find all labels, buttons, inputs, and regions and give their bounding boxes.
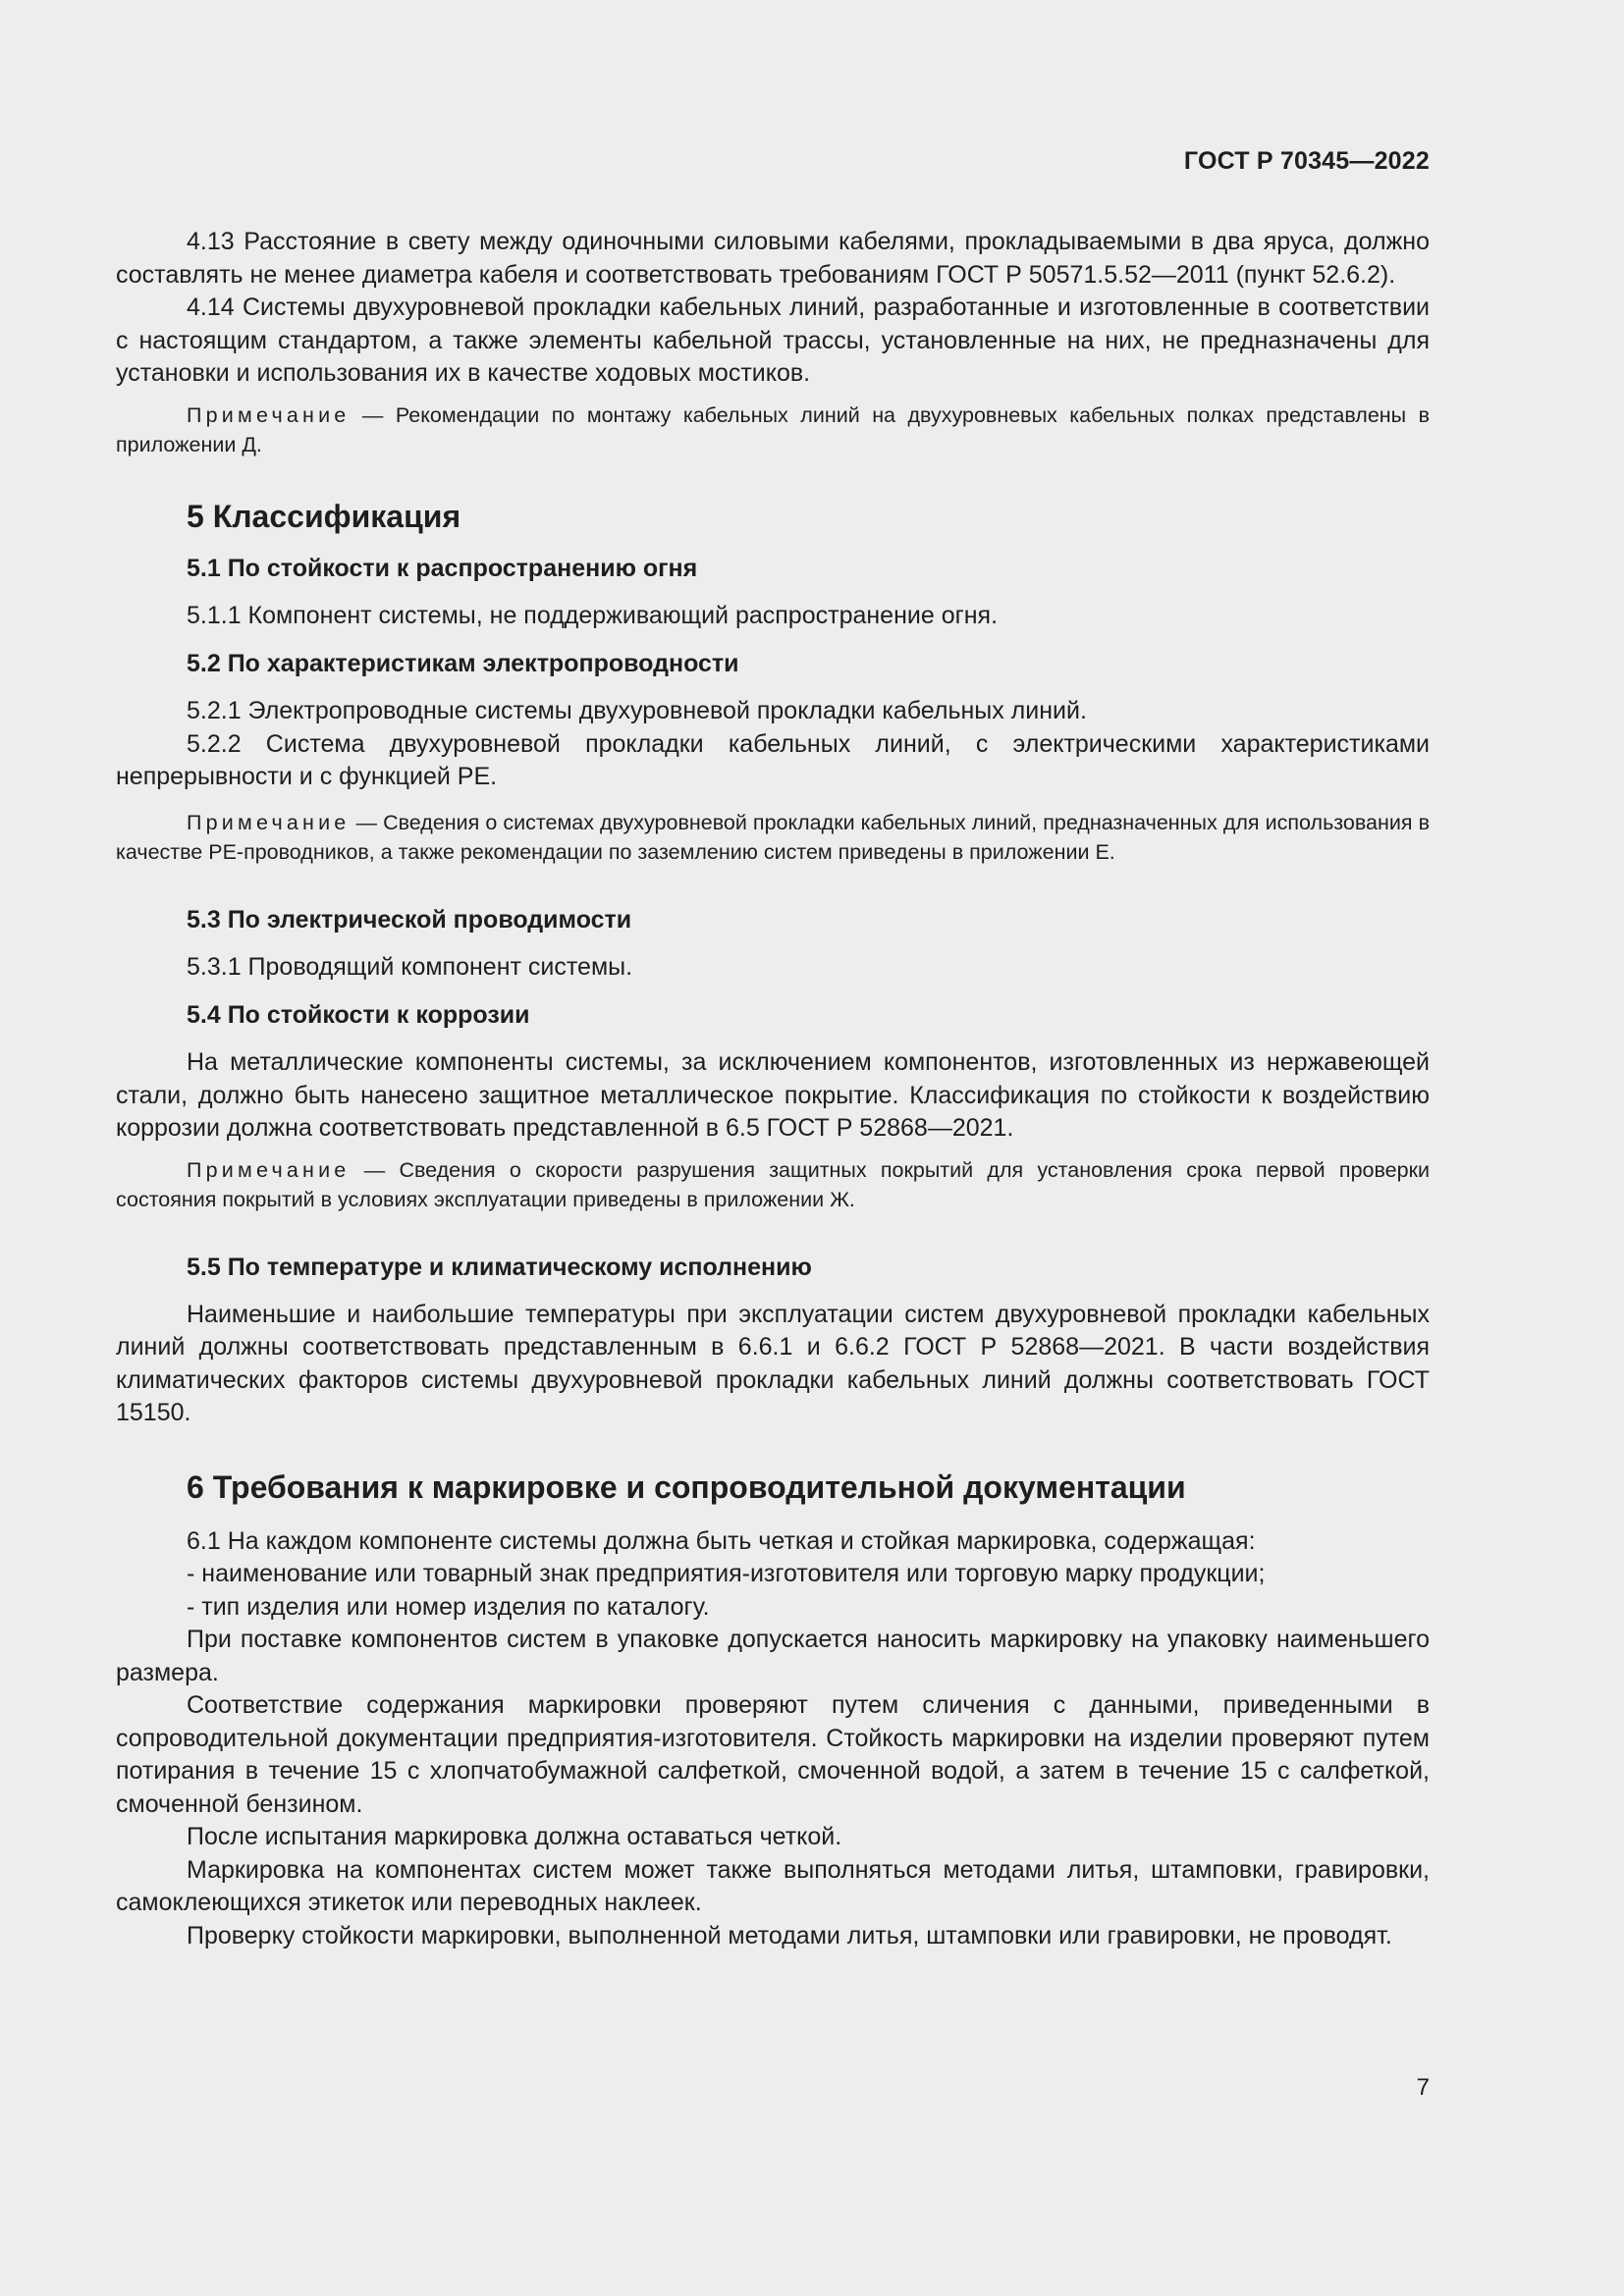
note-label: Примечание (187, 1157, 351, 1182)
paragraph-5-3-1: 5.3.1 Проводящий компонент системы. (187, 952, 633, 981)
section-5-heading: 5 Классификация (187, 498, 461, 534)
note-1 (116, 400, 1430, 459)
note-label: Примечание (187, 810, 351, 834)
paragraph-6-5: Маркировка на компонентах систем может также выполняться методами литья, штамповки, гравировки, самоклеющихся этикеток или переводных наклеек. (116, 1855, 1430, 1916)
page-number: 7 (1416, 2074, 1430, 2101)
note-3 (116, 1155, 1430, 1214)
section-6-heading: 6 Требования к маркировке и сопроводительной документации (187, 1468, 1186, 1505)
note-text: — Рекомендации по монтажу кабельных линий на двухуровневых кабельных полках представлены в приложении Д. (116, 402, 1430, 456)
paragraph-4-14: 4.14 Системы двухуровневой прокладки кабельных линий, разработанные и изготовленные в соответствии с настоящим стандартом, а также элементы кабельной трассы, установленные на них, не предназначены для установки и использования их в качестве ходовых мостиков. (116, 294, 1430, 387)
paragraph-6-2: При поставке компонентов систем в упаковке допускается наносить маркировку на упаковку наименьшего размера. (116, 1626, 1430, 1686)
paragraph-5-1-1: 5.1.1 Компонент системы, не поддерживающий распространение огня. (187, 601, 999, 629)
paragraph-6-1: 6.1 На каждом компоненте системы должна быть четкая и стойкая маркировка, содержащая: (187, 1526, 1256, 1555)
subsection-5-5-heading: 5.5 По температуре и климатическому исполнению (187, 1253, 812, 1281)
paragraph-6-3: Соответствие содержания маркировки проверяют путем сличения с данными, приведенными в сопроводительной документации предприятия-изготовителя. Стойкость маркировки на изделии проверяют путем потирания в течение 15 с хлопчатобумажной салфеткой, смоченной водой, а затем в течение 15 с салфеткой, смоченной бензином. (116, 1691, 1430, 1818)
note-label: Примечание (187, 402, 351, 427)
note-text: — Сведения о системах двухуровневой прокладки кабельных линий, предназначенных для использования в качестве РЕ-проводников, а также рекомендации по заземлению систем приведены в приложении Е. (116, 810, 1430, 864)
paragraph-5-2-2: 5.2.2 Система двухуровневой прокладки кабельных линий, с электрическими характеристиками непрерывности и с функцией РЕ. (116, 729, 1430, 790)
list-item: - наименование или товарный знак предприятия-изготовителя или торговую марку продукции; (187, 1560, 1266, 1587)
paragraph-4-13: 4.13 Расстояние в свету между одиночными силовыми кабелями, прокладываемыми в два яруса, должно составлять не менее диаметра кабеля и соответствовать требованиям ГОСТ Р 50571.5.52—2011 (пункт 52.6.2). (116, 228, 1430, 289)
note-2 (116, 808, 1430, 867)
subsection-5-4-heading: 5.4 По стойкости к коррозии (187, 1001, 530, 1029)
subsection-5-1-heading: 5.1 По стойкости к распространению огня (187, 554, 698, 582)
page-body (116, 226, 1430, 1952)
note-text: — Сведения о скорости разрушения защитных покрытий для установления срока первой проверки состояния покрытий в условиях эксплуатации приведены в приложении Ж. (116, 1157, 1430, 1211)
paragraph-5-4: На металлические компоненты системы, за исключением компонентов, изготовленных из нержавеющей стали, должно быть нанесено защитное металлическое покрытие. Классификация по стойкости к воздействию коррозии должна соответствовать представленной в 6.5 ГОСТ Р 52868—2021. (116, 1048, 1430, 1142)
paragraph-5-5: Наименьшие и наибольшие температуры при эксплуатации систем двухуровневой прокладки кабельных линий должны соответствовать представленным в 6.6.1 и 6.6.2 ГОСТ Р 52868—2021. В части воздействия климатических факторов системы двухуровневой прокладки кабельных линий должны соответствовать ГОСТ 15150. (116, 1300, 1430, 1426)
paragraph-5-2-1: 5.2.1 Электропроводные системы двухуровневой прокладки кабельных линий. (187, 697, 1087, 724)
list-item: - тип изделия или номер изделия по каталогу. (187, 1592, 710, 1621)
document-code: ГОСТ Р 70345—2022 (1183, 147, 1430, 175)
paragraph-6-4: После испытания маркировка должна оставаться четкой. (187, 1823, 842, 1850)
paragraph-6-6: Проверку стойкости маркировки, выполненной методами литья, штамповки или гравировки, не проводят. (187, 1921, 1392, 1949)
subsection-5-3-heading: 5.3 По электрической проводимости (187, 905, 632, 934)
subsection-5-2-heading: 5.2 По характеристикам электропроводности (187, 650, 739, 677)
